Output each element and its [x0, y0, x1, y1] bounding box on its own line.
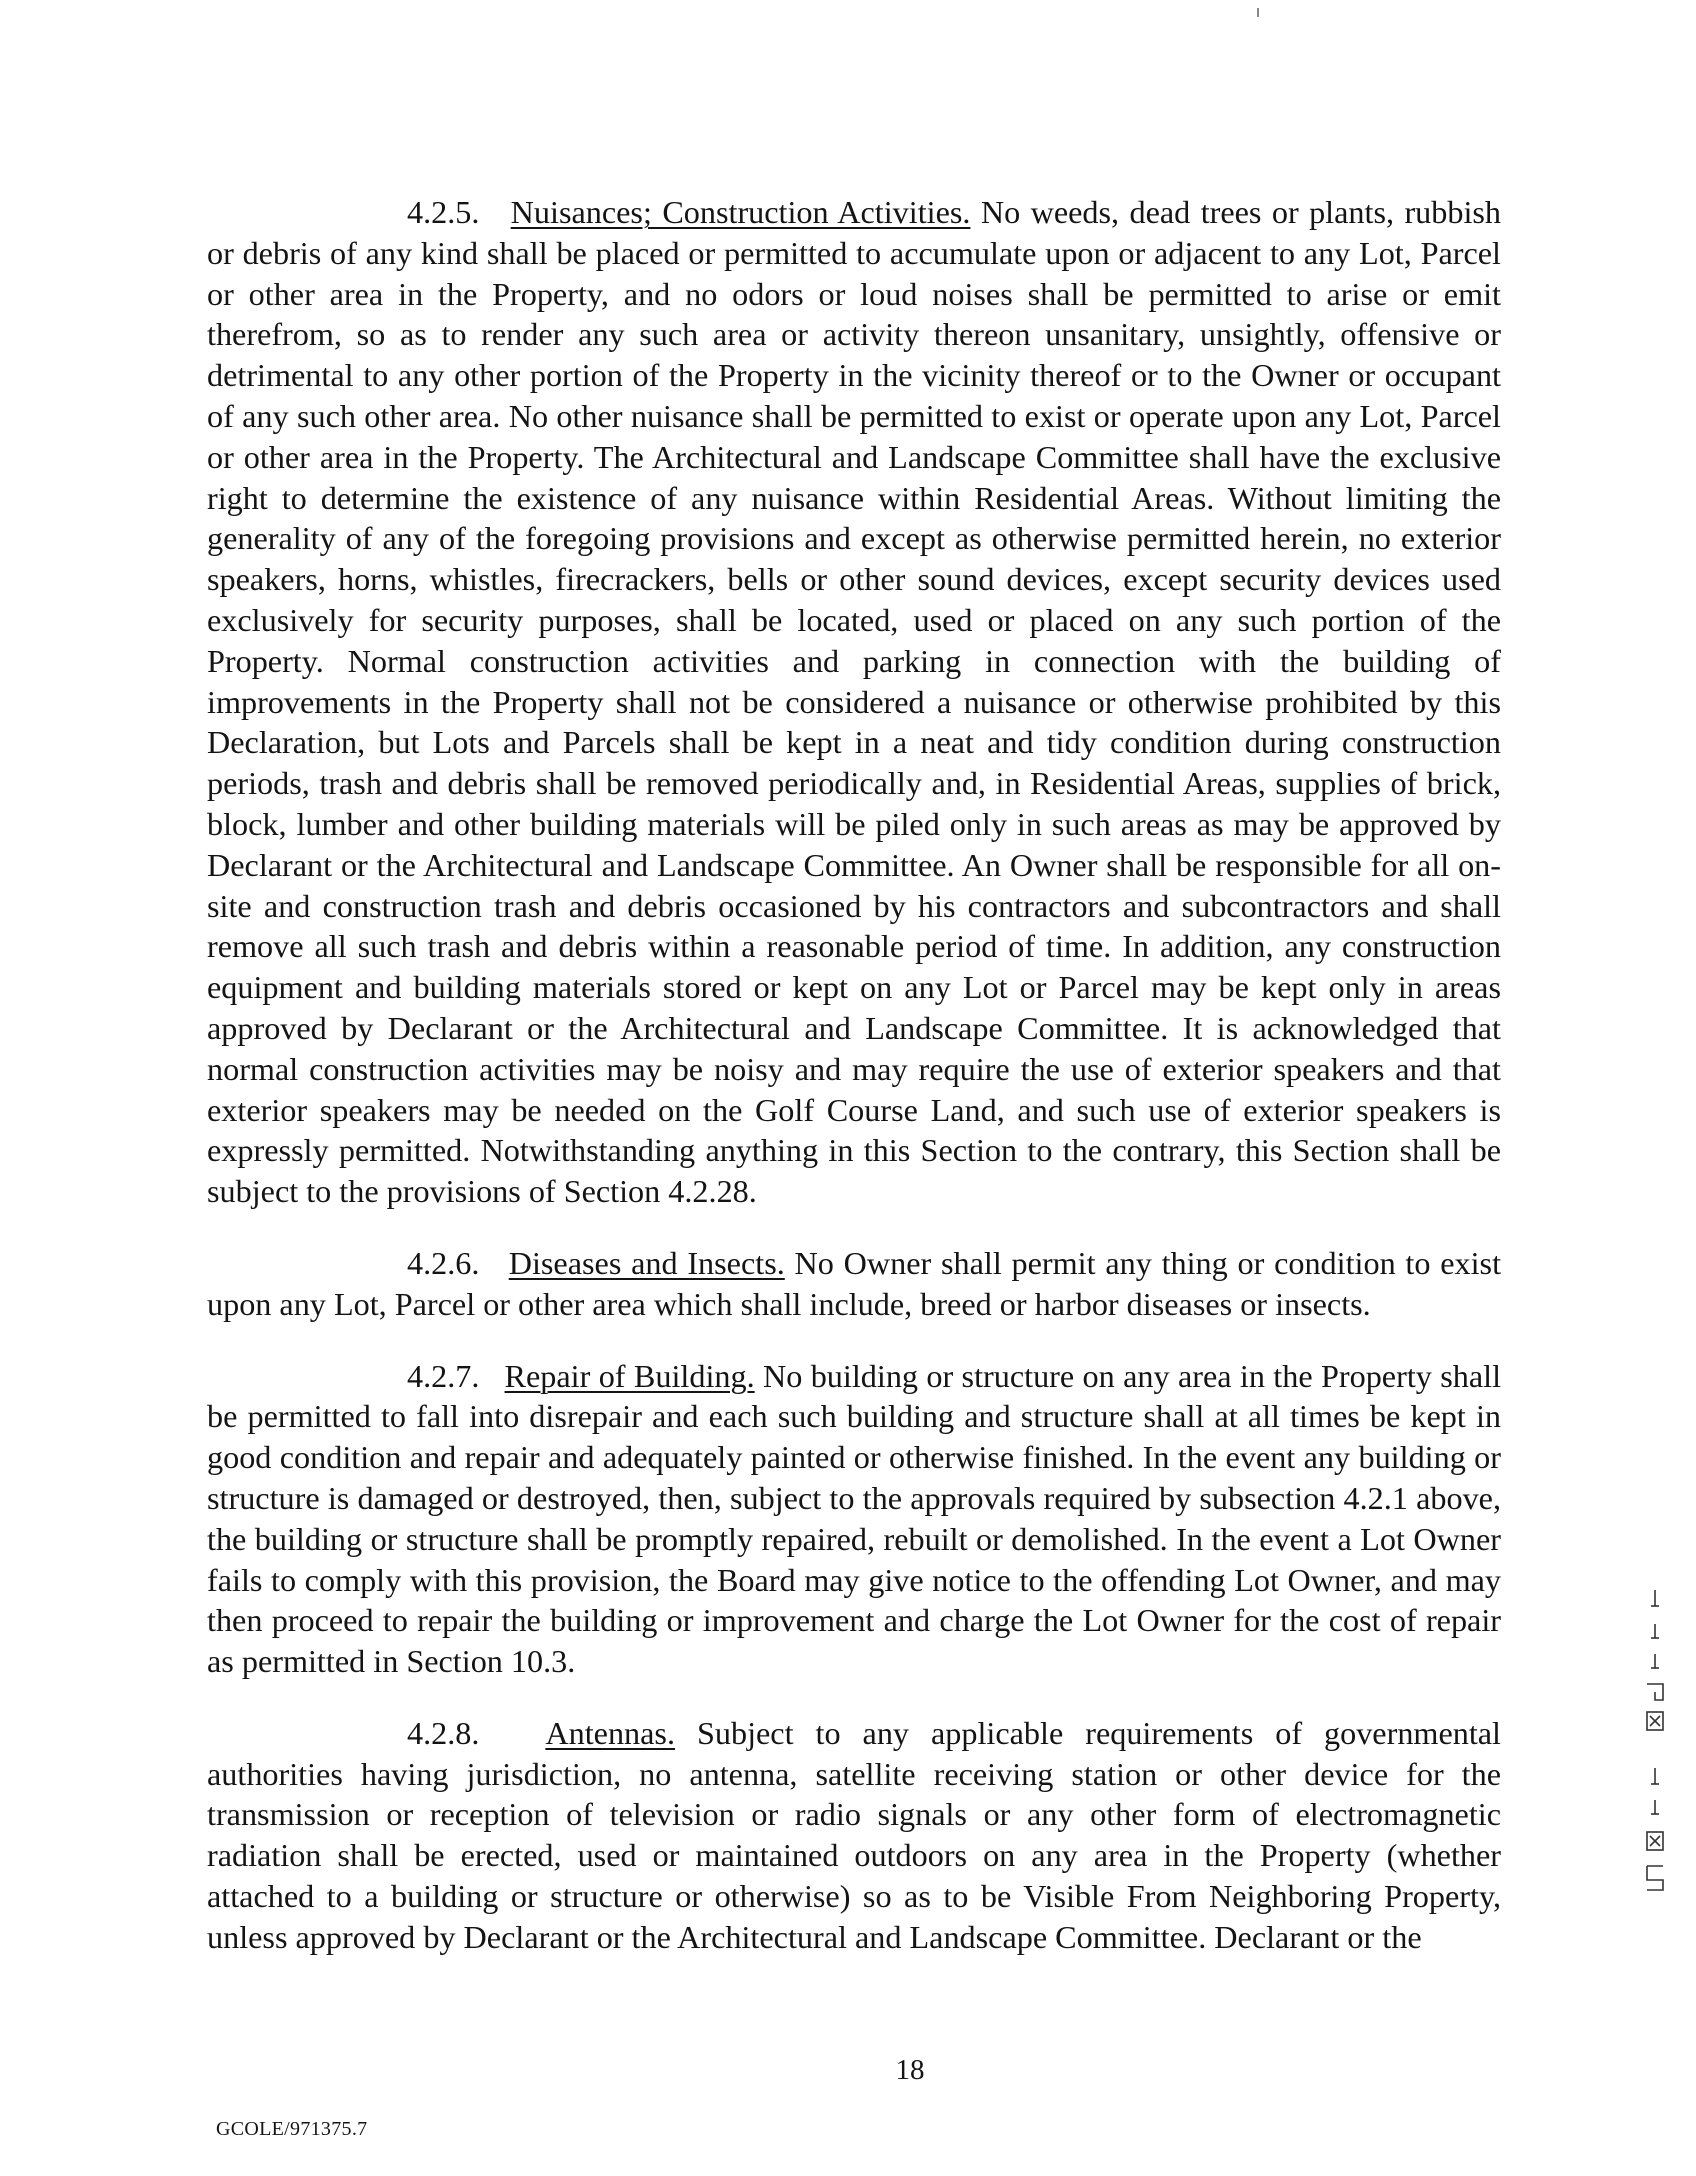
section-heading: Antennas. [545, 1714, 675, 1751]
scan-mark [1257, 8, 1259, 17]
section-4-2-8 [207, 1713, 1501, 1958]
section-4-2-7 [207, 1356, 1501, 1682]
recording-stamp-icon [1638, 1588, 1672, 1924]
section-heading: Diseases and Insects. [508, 1244, 785, 1281]
section-number: 4.2.8. [407, 1714, 480, 1751]
section-number: 4.2.7. [407, 1357, 480, 1394]
section-4-2-5 [207, 192, 1501, 1212]
section-heading: Nuisances; Construction Activities. [510, 194, 971, 230]
section-heading: Repair of Building. [504, 1357, 755, 1394]
section-number: 4.2.6. [407, 1244, 480, 1281]
section-number: 4.2.5. [407, 194, 480, 230]
document-body [207, 192, 1501, 1958]
section-text: No Owner shall permit any thing or condition to exist upon any Lot, Parcel or other area which shall include, breed or harbor diseases or insects. [207, 1244, 1502, 1322]
section-text: Subject to any applicable requirements of governmental authorities having jurisdiction, no antenna, satellite receiving station or other device for the transmission or reception of television or radio signals or any other form of electromagnetic radiation shall be erected, used or maintained outdoors on any area in the Property (whether attached to a building or structure or otherwise) so as to be Visible From Neighboring Property, unless approved by Declarant or the Architectural and Landscape Committee. Declarant or the [207, 1714, 1501, 1955]
page-number: 18 [895, 2054, 925, 2086]
document-id: GCOLE/971375.7 [216, 2118, 368, 2140]
section-text: No building or structure on any area in the Property shall be permitted to fall into disrepair and each such building and structure shall at all times be kept in good condition and repair and adequately painted or otherwise finished. In the event any building or structure is damaged or destroyed, then, subject to the approvals required by subsection 4.2.1 above, the building or structure shall be promptly repaired, rebuilt or demolished. In the event a Lot Owner fails to comply with this provision, the Board may give notice to the offending Lot Owner, and may then proceed to repair the building or improvement and charge the Lot Owner for the cost of repair as permitted in Section 10.3. [207, 1357, 1502, 1680]
section-4-2-6 [207, 1243, 1501, 1325]
section-text: No weeds, dead trees or plants, rubbish or debris of any kind shall be placed or permitted to accumulate upon or adjacent to any Lot, Parcel or other area in the Property, and no odors or loud noises shall be permitted to arise or emit therefrom, so as to render any such area or activity thereon unsanitary, unsightly, offensive or detrimental to any other portion of the Property in the vicinity thereof or to the Owner or occupant of any such other area. No other nuisance shall be permitted to exist or operate upon any Lot, Parcel or other area in the Property. The Architectural and Landscape Committee shall have the exclusive right to determine the existence of any nuisance within Residential Areas. Without limiting the generality of any of the foregoing provisions and except as otherwise permitted herein, no exterior speakers, horns, whistles, firecrackers, bells or other sound devices, except security devices used exclusively for security purposes, shall be located, used or placed on any such portion of the Property. Normal construction activities and parking in connection with the building of improvements in the Property shall not be considered a nuisance or otherwise prohibited by this Declaration, but Lots and Parcels shall be kept in a neat and tidy condition during construction periods, trash and debris shall be removed periodically and, in Residential Areas, supplies of brick, block, lumber and other building materials will be piled only in such areas as may be approved by Declarant or the Architectural and Landscape Committee. An Owner shall be responsible for all on-site and construction trash and debris occasioned by his contractors and subcontractors and shall remove all such trash and debris within a reasonable period of time. In addition, any construction equipment and building materials stored or kept on any Lot or Parcel may be kept only in areas approved by Declarant or the Architectural and Landscape Committee. It is acknowledged that normal construction activities may be noisy and may require the use of exterior speakers and that exterior speakers may be needed on the Golf Course Land, and such use of exterior speakers is expressly permitted. Notwithstanding anything in this Section to the contrary, this Section shall be subject to the provisions of Section 4.2.28. [207, 194, 1502, 1210]
